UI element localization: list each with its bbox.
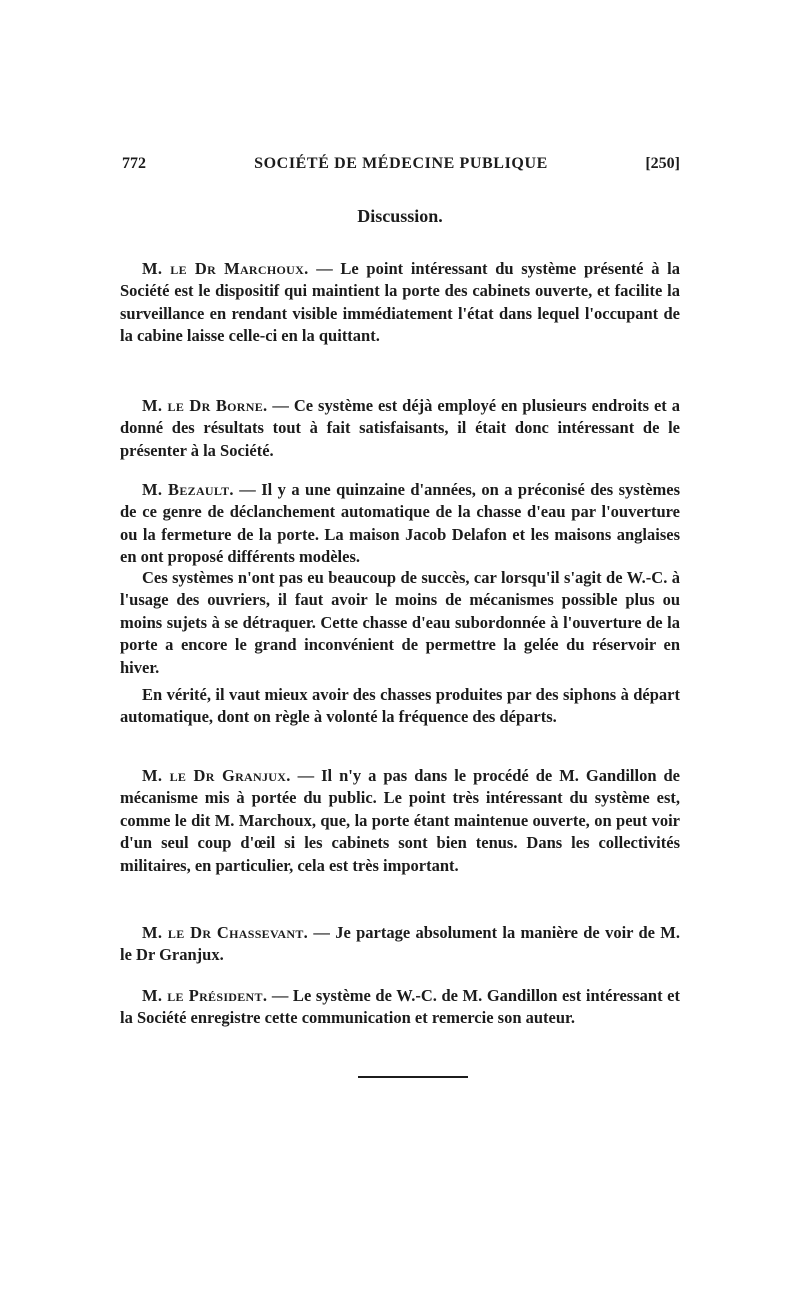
- paragraph-borne: [120, 395, 680, 462]
- speaker-name: M. le Dr Granjux.: [142, 766, 291, 785]
- speaker-name: M. le Président.: [142, 986, 268, 1005]
- paragraph-granjux: [120, 765, 680, 877]
- paragraph-chassevant: [120, 922, 680, 967]
- paragraph-text: — Le point intéressant du système présenté à la Société est le dispositif qui maintient la porte des cabinets ouverte, et facilite la surveillance en rendant visible immédiatement l'état dans lequel l'occupant de la cabine laisse celle-ci en la quittant.: [120, 259, 680, 346]
- paragraph-marchoux: [120, 258, 680, 348]
- paragraph-bezault-continued: [120, 567, 680, 679]
- page-number: 772: [122, 155, 146, 172]
- paragraph-text: Ces systèmes n'ont pas eu beaucoup de succès, car lorsqu'il s'agit de W.-C. à l'usage des ouvriers, il faut avoir le moins de mécanismes possible plus ou moins sujets à se détraquer. Cette chasse d'eau subordonnée à l'ouverture de la porte a encore le grand inconvénient de permettre la gelée du réservoir en hiver.: [120, 568, 680, 677]
- paragraph-text: — Ce système est déjà employé en plusieurs endroits et a donné des résultats tout à fait satisfaisants, il était donc intéressant de le présenter à la Société.: [120, 396, 680, 460]
- closing-rule: [358, 1076, 468, 1078]
- paragraph-text: — Il y a une quinzaine d'années, on a préconisé des systèmes de ce genre de déclanchement automatique de la chasse d'eau par l'ouverture ou la fermeture de la porte. La maison Jacob Delafon et les maisons anglaises en ont proposé différents modèles.: [120, 480, 681, 567]
- paragraph-text: — Il n'y a pas dans le procédé de M. Gandillon de mécanisme mis à portée du public. Le point très intéressant du système est, comme le dit M. Marchoux, que, la porte étant maintenue ouverte, on peut voir d'un seul coup d'œil si les cabinets sont bien tenus. Dans les collectivités militaires, en particulier, cela est très important.: [120, 766, 680, 875]
- paragraph-text: — Je partage absolument la manière de voir de M. le Dr Granjux.: [120, 923, 681, 965]
- running-title: SOCIÉTÉ DE MÉDECINE PUBLIQUE: [254, 155, 548, 172]
- speaker-name: M. le Dr Marchoux.: [142, 259, 309, 278]
- speaker-name: M. Bezault.: [142, 480, 234, 499]
- paragraph-text: En vérité, il vaut mieux avoir des chasses produites par des siphons à départ automatique, dont on règle à volonté la fréquence des départs.: [120, 685, 680, 727]
- running-header: [122, 155, 680, 179]
- page-reference: [250]: [645, 155, 680, 172]
- speaker-name: M. le Dr Borne.: [142, 396, 268, 415]
- paragraph-bezault: [120, 479, 680, 569]
- speaker-name: M. le Dr Chassevant.: [142, 923, 309, 942]
- paragraph-president: [120, 985, 680, 1030]
- section-title: Discussion.: [357, 206, 443, 226]
- paragraph-bezault-conclusion: [120, 684, 680, 729]
- paragraph-text: — Le système de W.-C. de M. Gandillon est intéressant et la Société enregistre cette communication et remercie son auteur.: [120, 986, 680, 1028]
